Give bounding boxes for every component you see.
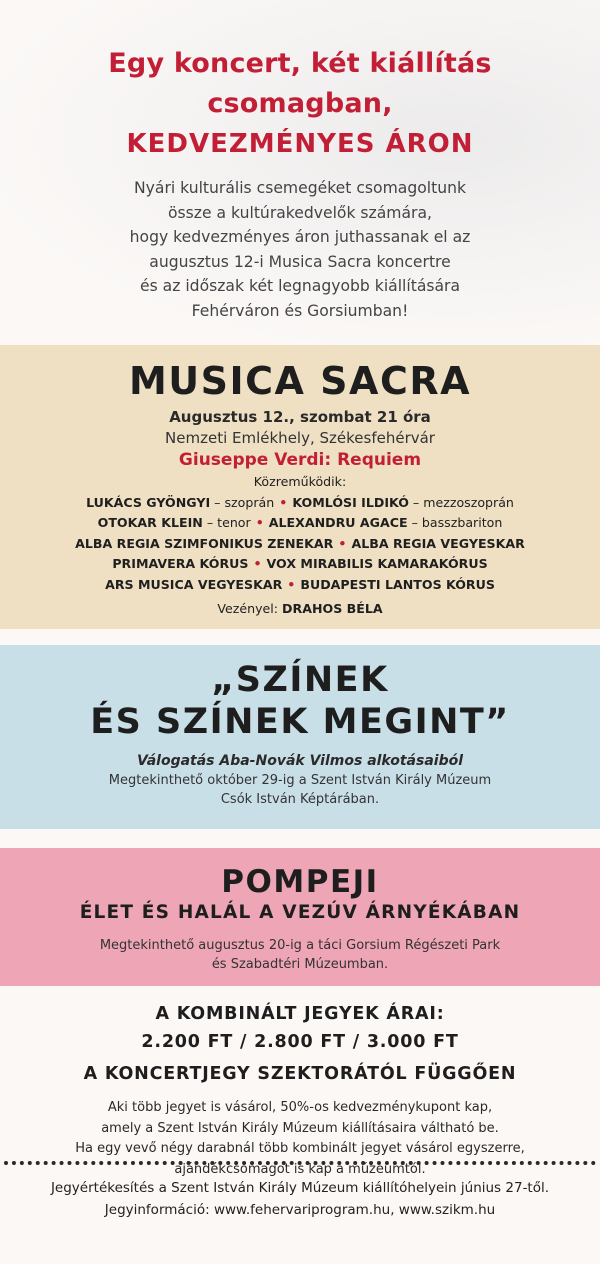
conductor-line bbox=[0, 599, 600, 620]
concert-work: Giuseppe Verdi: Requiem bbox=[178, 450, 422, 470]
headline-line-3: KEDVEZMÉNYES ÁRON bbox=[126, 129, 474, 159]
prices-condition: A KONCERTJEGY SZEKTORÁTÓL FÜGGŐEN bbox=[83, 1064, 517, 1084]
intro-text-line: hogy kedvezményes áron juthassanak el az bbox=[129, 228, 471, 247]
szinek-info-line-1: Megtekinthető október 29-ig a Szent István Király Múzeum bbox=[108, 773, 492, 788]
separator-dot: • bbox=[255, 515, 264, 531]
ensemble-name: BUDAPESTI LANTOS KÓRUS bbox=[300, 576, 495, 592]
ensemble-name: ARS MUSICA VEGYESKAR bbox=[105, 576, 283, 592]
szinek-title-line-1: „SZÍNEK bbox=[211, 660, 389, 700]
performer-role: – mezzoszoprán bbox=[408, 494, 514, 510]
note-line: ajándékcsomagot is kap a múzeumtól. bbox=[174, 1161, 426, 1177]
szinek-subtitle: Válogatás Aba-Novák Vilmos alkotásaiból bbox=[136, 753, 464, 769]
dotted-divider bbox=[4, 1161, 596, 1165]
ensembles-line-1 bbox=[0, 534, 600, 555]
intro-text-line: és az időszak két legnagyobb kiállítására bbox=[139, 277, 461, 296]
ensemble-name: PRIMAVERA KÓRUS bbox=[112, 556, 249, 572]
ensembles-line-3 bbox=[0, 575, 600, 596]
separator-dot: • bbox=[279, 494, 288, 510]
performer-name: LUKÁCS GYÖNGYI bbox=[86, 494, 211, 510]
headline-line-2: csomagban, bbox=[207, 88, 393, 119]
musica-sacra-title: MUSICA SACRA bbox=[128, 359, 472, 403]
performer-name: ALEXANDRU AGACE bbox=[268, 515, 408, 531]
separator-dot: • bbox=[287, 576, 296, 592]
soloists-line-2 bbox=[0, 513, 600, 534]
conductor-name: DRAHOS BÉLA bbox=[282, 600, 383, 616]
pompeji-section bbox=[0, 848, 600, 986]
performer-role: – tenor bbox=[202, 515, 251, 531]
pompeji-subtitle: ÉLET ÉS HALÁL A VEZÚV ÁRNYÉKÁBAN bbox=[79, 902, 521, 923]
note-line: amely a Szent István Király Múzeum kiállításaira váltható be. bbox=[101, 1120, 499, 1136]
ensemble-name: ALBA REGIA SZIMFONIKUS ZENEKAR bbox=[75, 535, 334, 551]
intro-text bbox=[0, 176, 600, 324]
conductor-label: Vezényel: bbox=[217, 600, 283, 616]
concert-date: Augusztus 12., szombat 21 óra bbox=[169, 408, 431, 426]
separator-dot: • bbox=[338, 535, 347, 551]
performer-role: – basszbariton bbox=[407, 515, 503, 531]
pompeji-info-line-1: Megtekinthető augusztus 20-ig a táci Gorsium Régészeti Park bbox=[99, 938, 501, 953]
intro-text-line: Fehérváron és Gorsiumban! bbox=[191, 301, 409, 320]
prices-section bbox=[0, 1000, 600, 1180]
ensembles-line-2 bbox=[0, 554, 600, 575]
performer-name: KOMLÓSI ILDIKÓ bbox=[292, 494, 409, 510]
intro-text-line: augusztus 12-i Musica Sacra koncertre bbox=[149, 252, 451, 271]
szinek-section bbox=[0, 645, 600, 829]
musica-sacra-section bbox=[0, 345, 600, 629]
intro-section bbox=[0, 44, 600, 324]
ensemble-name: ALBA REGIA VEGYESKAR bbox=[351, 535, 525, 551]
prices-note bbox=[0, 1098, 600, 1180]
note-line: Aki több jegyet is vásárol, 50%-os kedvezménykupont kap, bbox=[107, 1100, 493, 1115]
szinek-info-line-2: Csók István Képtárában. bbox=[220, 792, 380, 807]
footer-line-2: Jegyinformáció: www.fehervariprogram.hu, www.szikm.hu bbox=[104, 1202, 496, 1218]
performer-role: – szoprán bbox=[210, 494, 275, 510]
concert-venue: Nemzeti Emlékhely, Székesfehérvár bbox=[165, 429, 435, 447]
prices-heading: A KOMBINÁLT JEGYEK ÁRAI: bbox=[155, 1004, 445, 1024]
pompeji-title: POMPEJI bbox=[221, 864, 379, 900]
headline-line-1: Egy koncert, két kiállítás bbox=[108, 48, 492, 79]
ensemble-name: VOX MIRABILIS KAMARAKÓRUS bbox=[266, 556, 488, 572]
separator-dot: • bbox=[253, 556, 262, 572]
performer-name: OTOKAR KLEIN bbox=[97, 515, 203, 531]
prices-values: 2.200 FT / 2.800 FT / 3.000 FT bbox=[141, 1032, 459, 1052]
intro-text-line: Nyári kulturális csemegéket csomagoltunk bbox=[134, 179, 466, 197]
soloists-line-1 bbox=[0, 493, 600, 514]
intro-text-line: össze a kultúrakedvelők számára, bbox=[168, 203, 432, 222]
pompeji-info-line-2: és Szabadtéri Múzeumban. bbox=[211, 957, 389, 972]
contributors-label: Közreműködik: bbox=[253, 474, 347, 489]
note-line: Ha egy vevő négy darabnál több kombinált jegyet vásárol egyszerre, bbox=[75, 1141, 525, 1156]
footer-line-1: Jegyértékesítés a Szent István Király Múzeum kiállítóhelyein június 27-től. bbox=[50, 1180, 550, 1196]
szinek-title-line-2: ÉS SZÍNEK MEGINT” bbox=[90, 702, 510, 742]
footer bbox=[0, 1177, 600, 1221]
